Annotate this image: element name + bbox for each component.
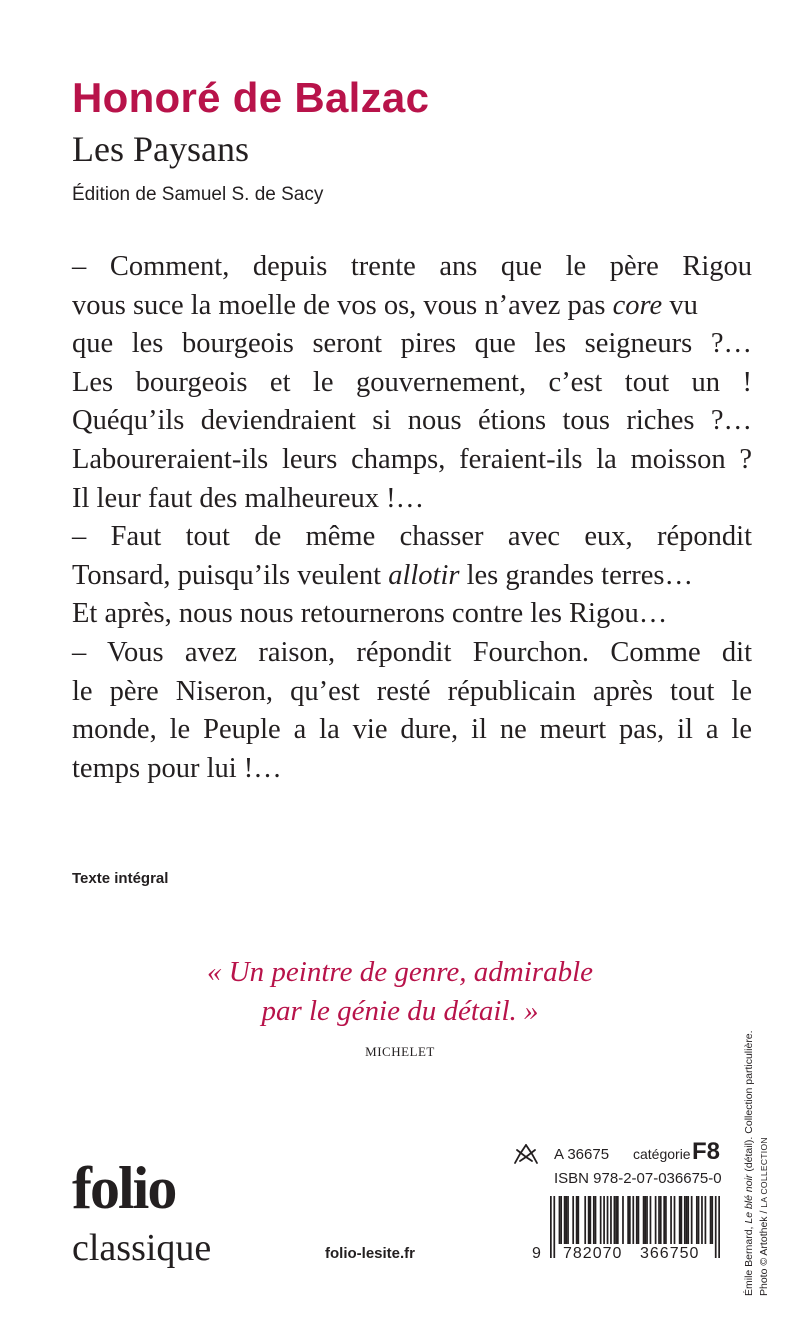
barcode-bar [665,1196,667,1244]
barcode-bar [663,1196,665,1244]
barcode-bar [614,1196,616,1244]
barcode-bar [681,1196,683,1244]
website-link: folio-lesite.fr [325,1245,416,1262]
integral-text-label: Texte intégral [72,870,169,887]
barcode-bar [650,1196,652,1244]
excerpt-line: monde, le Peuple a la vie dure, il ne meurt pas, il a le [72,714,752,746]
barcode-bar [565,1196,567,1244]
author-name: Honoré de Balzac [72,74,430,121]
barcode-digit-first: 9 [532,1245,542,1262]
book-title: Les Paysans [72,129,249,169]
reference-code: A 36675 [554,1146,610,1163]
quote-author: MICHELET [365,1044,435,1059]
barcode-bar [615,1196,617,1244]
barcode-bar [711,1196,713,1244]
barcode-bar [684,1196,686,1244]
barcode-bar [658,1196,660,1244]
barcode-bar [559,1196,561,1244]
barcode-bar [701,1196,703,1244]
barcode-bar [632,1196,634,1244]
excerpt-line: que les bourgeois seront pires que les seigneurs ?… [72,328,752,360]
barcode-bar [567,1196,569,1244]
barcode-bar [715,1196,717,1258]
excerpt-line: Tonsard, puisqu’ils veulent allotir les grandes terres… [72,559,693,591]
category-value: F8 [692,1138,721,1165]
barcode-bar [595,1196,597,1244]
excerpt-line: – Vous avez raison, répondit Fourchon. Comme dit [72,636,752,668]
quote-line: par le génie du détail. » [261,995,539,1027]
barcode-bar [617,1196,619,1244]
barcode-bar [584,1196,586,1244]
barcode-bar [705,1196,707,1244]
quote-line: « Un peintre de genre, admirable [206,956,594,988]
barcode-bar [610,1196,612,1244]
barcode-bar [670,1196,672,1244]
folio-logo-subtitle: classique [72,1227,212,1269]
excerpt-text [72,248,752,788]
excerpt-line: Laboureraient-ils leurs champs, feraient-ils la moisson ? [72,443,752,475]
excerpt-line: Quéqu’ils deviendraient si nous étions tous riches ?… [72,405,752,437]
barcode-bar [660,1196,662,1244]
excerpt-line: vous suce la moelle de vos os, vous n’avez pas core vu [72,289,698,321]
excerpt-line: – Comment, depuis trente ans que le père Rigou [72,251,752,282]
excerpt-line: Et après, nous nous retournerons contre les Rigou… [72,598,668,630]
barcode-bar [588,1196,590,1244]
barcode-bar [643,1196,645,1244]
barcode-bar [553,1196,555,1258]
barcode-bar [691,1196,693,1244]
barcode-bar [603,1196,605,1244]
barcode-bar [560,1196,562,1244]
excerpt-line: le père Niseron, qu’est resté républicain après tout le [72,675,752,707]
edition-credit: Édition de Samuel S. de Sacy [72,184,324,205]
folio-logo: folio [72,1155,176,1221]
barcode-bar [698,1196,700,1244]
barcode-bar [577,1196,579,1244]
excerpt-italic: allotir [388,559,460,591]
barcode-bar [627,1196,629,1244]
gallimard-logo-icon [512,1141,540,1172]
barcode-bar [696,1196,698,1244]
barcode-bar [572,1196,574,1244]
barcode-bar [718,1196,720,1258]
barcode-bar [687,1196,689,1244]
barcode-bar [679,1196,681,1244]
barcode-bar [622,1196,624,1244]
excerpt-line: Les bourgeois et le gouvernement, c’est tout un ! [72,366,752,398]
excerpt-line: Il leur faut des malheureux !… [72,482,425,514]
barcode-bar [674,1196,676,1244]
isbn-number: ISBN 978-2-07-036675-0 [554,1170,722,1187]
barcode-bar [593,1196,595,1244]
barcode-bar [589,1196,591,1244]
barcode-bar [644,1196,646,1244]
barcode-bar [607,1196,609,1244]
barcode-digits-left: 782070 [563,1245,623,1262]
barcode-bar [550,1196,552,1258]
barcode-bar [564,1196,566,1244]
barcode-bar [600,1196,602,1244]
barcode-bar [646,1196,648,1244]
excerpt-line: temps pour lui !… [72,752,282,784]
barcode-bar [686,1196,688,1244]
barcode-bar [636,1196,638,1244]
category-label: catégorie [633,1146,691,1162]
excerpt-italic: core [612,289,663,321]
barcode-bar [655,1196,657,1244]
barcode-bar [638,1196,640,1244]
excerpt-line: – Faut tout de même chasser avec eux, répondit [72,521,752,553]
photo-credit-line: Émile Bernard, Le blé noir (détail). Collection particulière. [743,1030,755,1296]
barcode-bar [576,1196,578,1244]
barcode-bar [629,1196,631,1244]
barcode-bar [710,1196,712,1244]
barcode-digits-right: 366750 [640,1245,700,1262]
photo-credit-line: Photo © Artothek / LA COLLECTION [758,1137,770,1296]
